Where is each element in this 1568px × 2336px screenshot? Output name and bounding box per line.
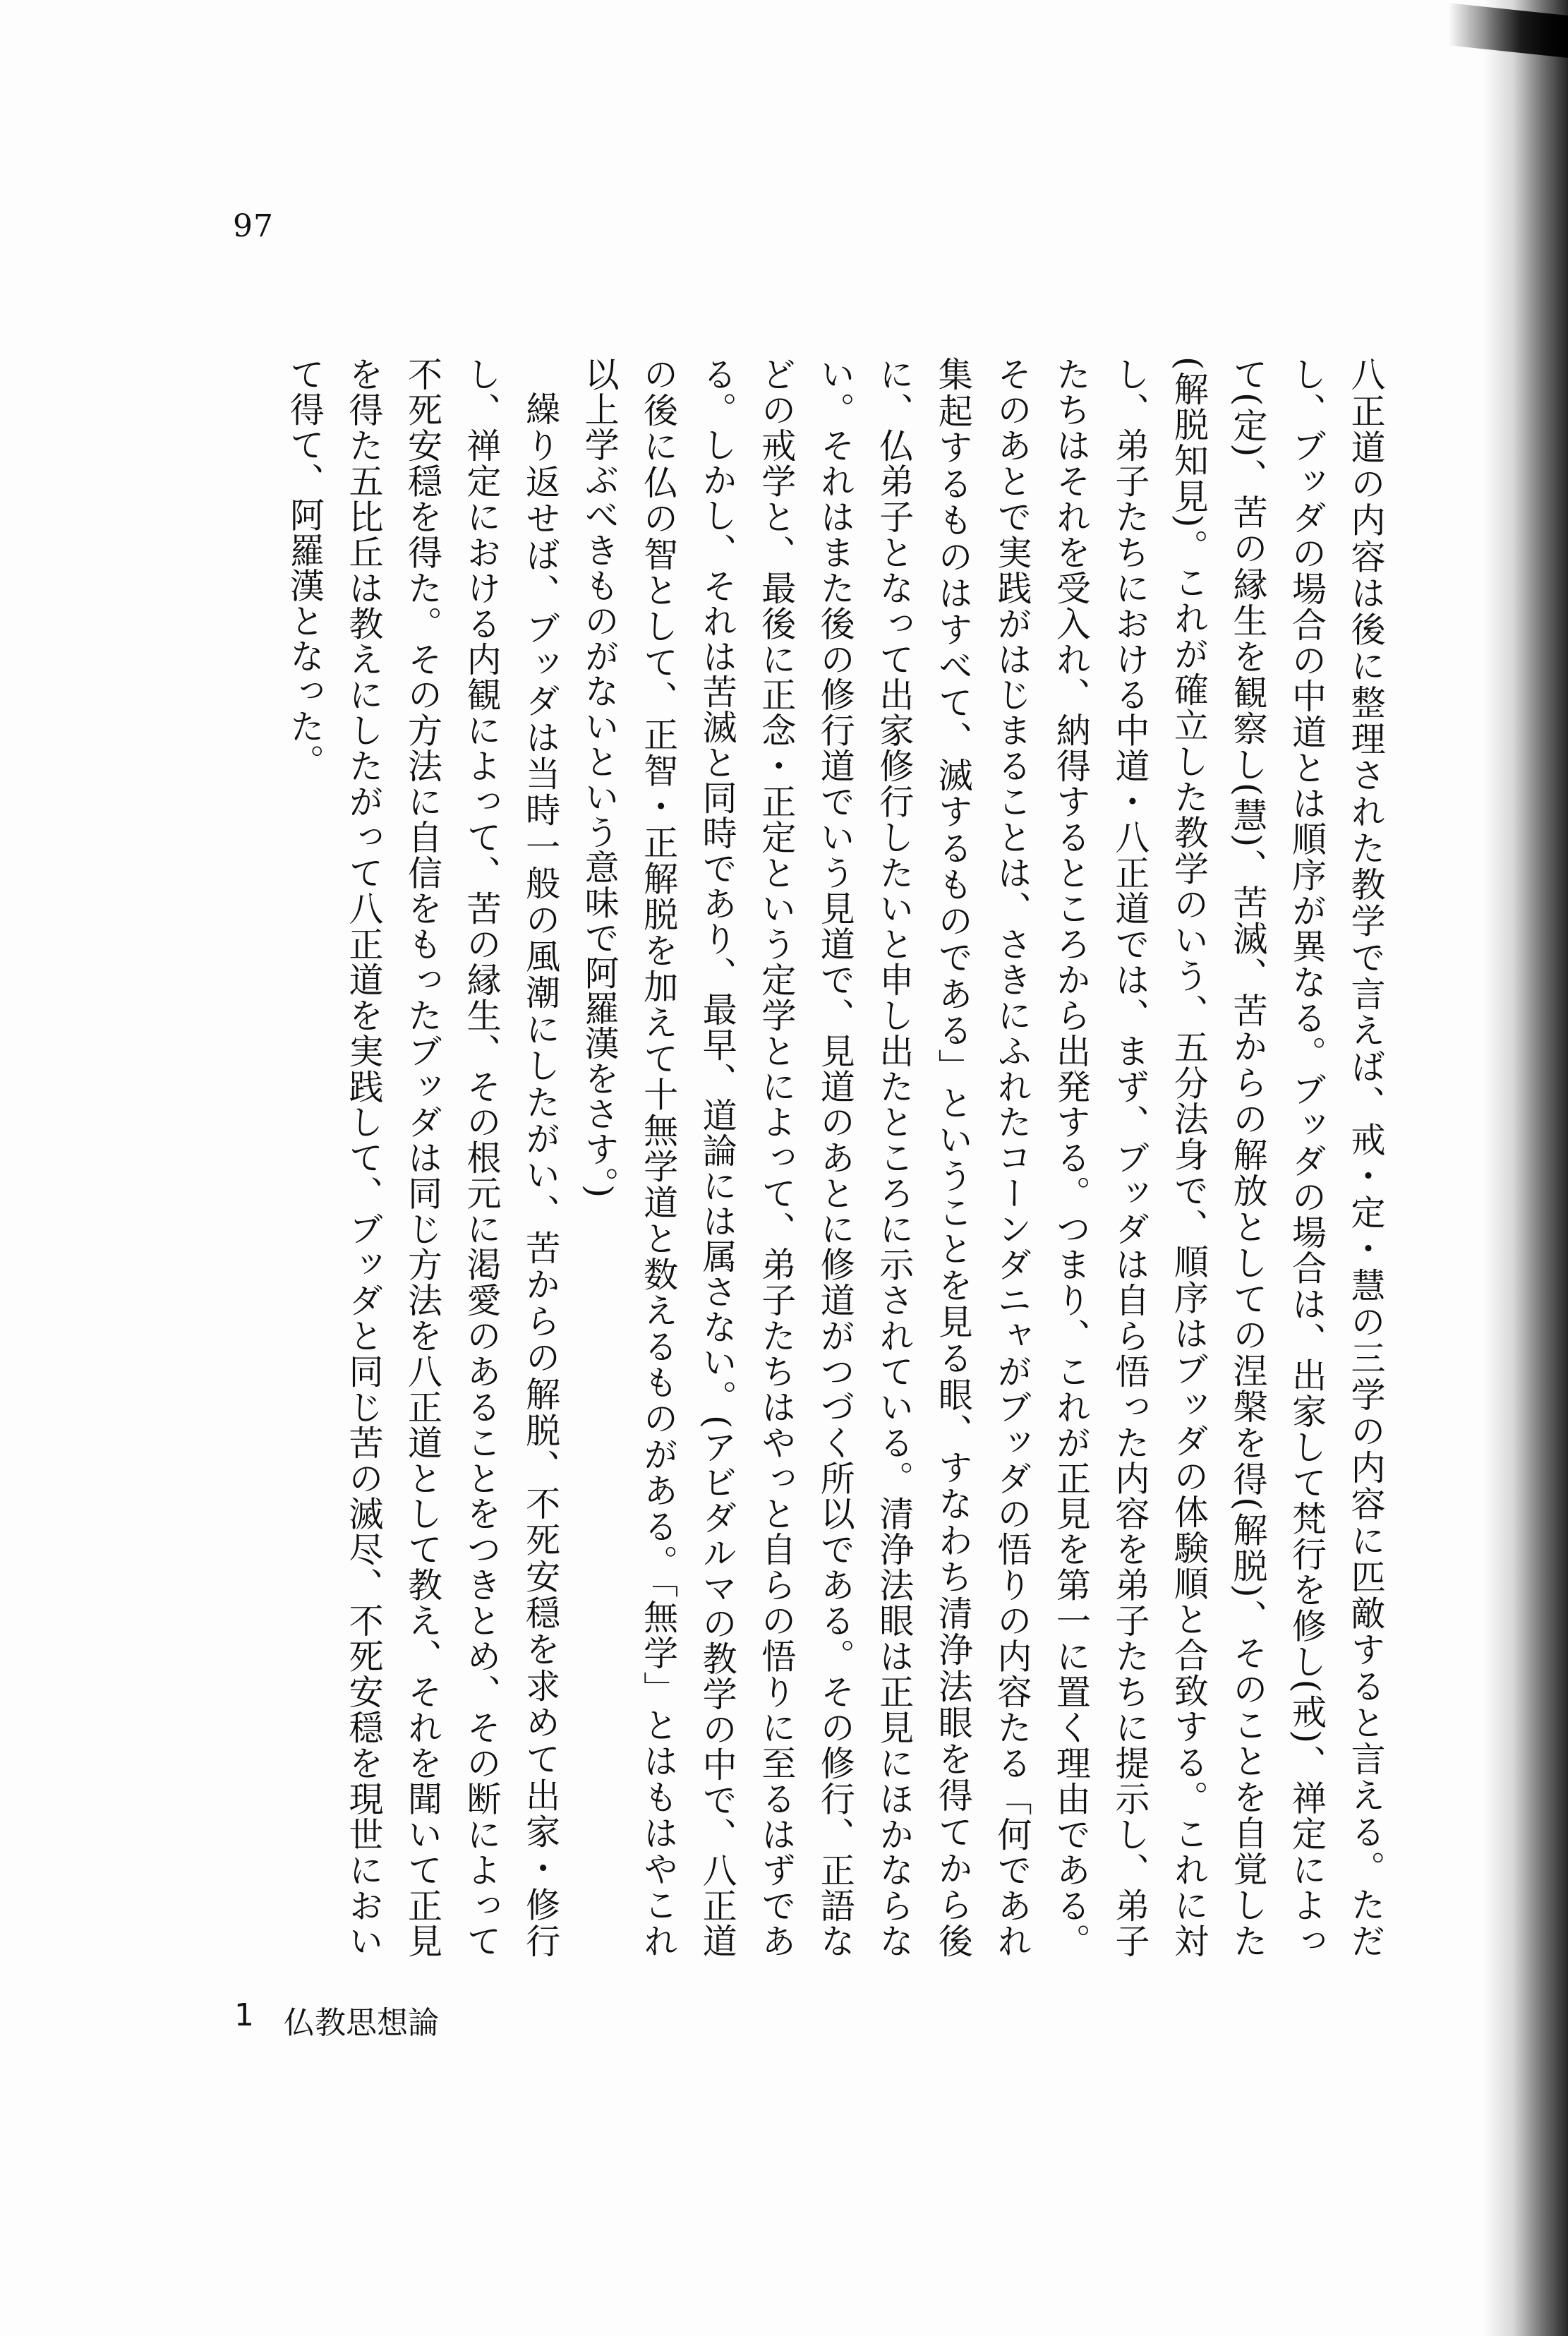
page-number: 97 <box>233 208 274 244</box>
paragraph-2: 繰り返せば、ブッダは当時一般の風潮にしたがい、苦からの解脱、不死安穏を求めて出家・修行し、禅定における内観によって、苦の縁生、その根元に渇愛のあることをつきとめ、その断によって不死安穏を得た。その方法に自信をもったブッダは同じ方法を八正道として教え、それを聞いて正見を得た五比丘は教えにしたがって八正道を実践して、ブッダと同じ苦の滅尽、不死安穏を現世において得て、阿羅漢となった。 <box>284 356 561 1958</box>
chapter-title: 仏教思想論 <box>284 2005 439 2041</box>
page-edge-shadow <box>1483 0 1568 2336</box>
paragraph-1: 八正道の内容は後に整理された教学で言えば、戒・定・慧の三学の内容に匹敵すると言える。ただし、ブッダの場合の中道とは順序が異なる。ブッダの場合は、出家して梵行を修し(戒)、禅定によって(定)、苦の縁生を観察し(慧)、苦滅、苦からの解放としての涅槃を得(解脱)、そのことを自覚した(解脱知見)。これが確立した教学のいう、五分法身で、順序はブッダの体験順と合致する。これに対し、弟子たちにおける中道・八正道では、まず、ブッダは自ら悟った内容を弟子たちに提示し、弟子たちはそれを受入れ、納得するところから出発する。つまり、これが正見を第一に置く理由である。そのあとで実践がはじまることは、さきにふれたコーンダニャがブッダの悟りの内容たる「何であれ集起するものはすべて、滅するものである」ということを見る眼、すなわち清浄法眼を得てから後に、仏弟子となって出家修行したいと申し出たところに示されている。清浄法眼は正見にほかならない。それはまた後の修行道でいう見道で、見道のあとに修道がつづく所以である。その修行、正語などの戒学と、最後に正念・正定という定学とによって、弟子たちはやっと自らの悟りに至るはずである。しかし、それは苦滅と同時であり、最早、道論には属さない。(アビダルマの教学の中で、八正道の後に仏の智として、正智・正解脱を加えて十無学道と数えるものがある。「無学」とはもはやこれ以上学ぶべきものがないという意味で阿羅漢をさす。) <box>579 356 1386 1958</box>
body-text <box>275 356 1395 1958</box>
running-footer <box>234 1997 439 2042</box>
chapter-number: 1 <box>234 1997 254 2033</box>
